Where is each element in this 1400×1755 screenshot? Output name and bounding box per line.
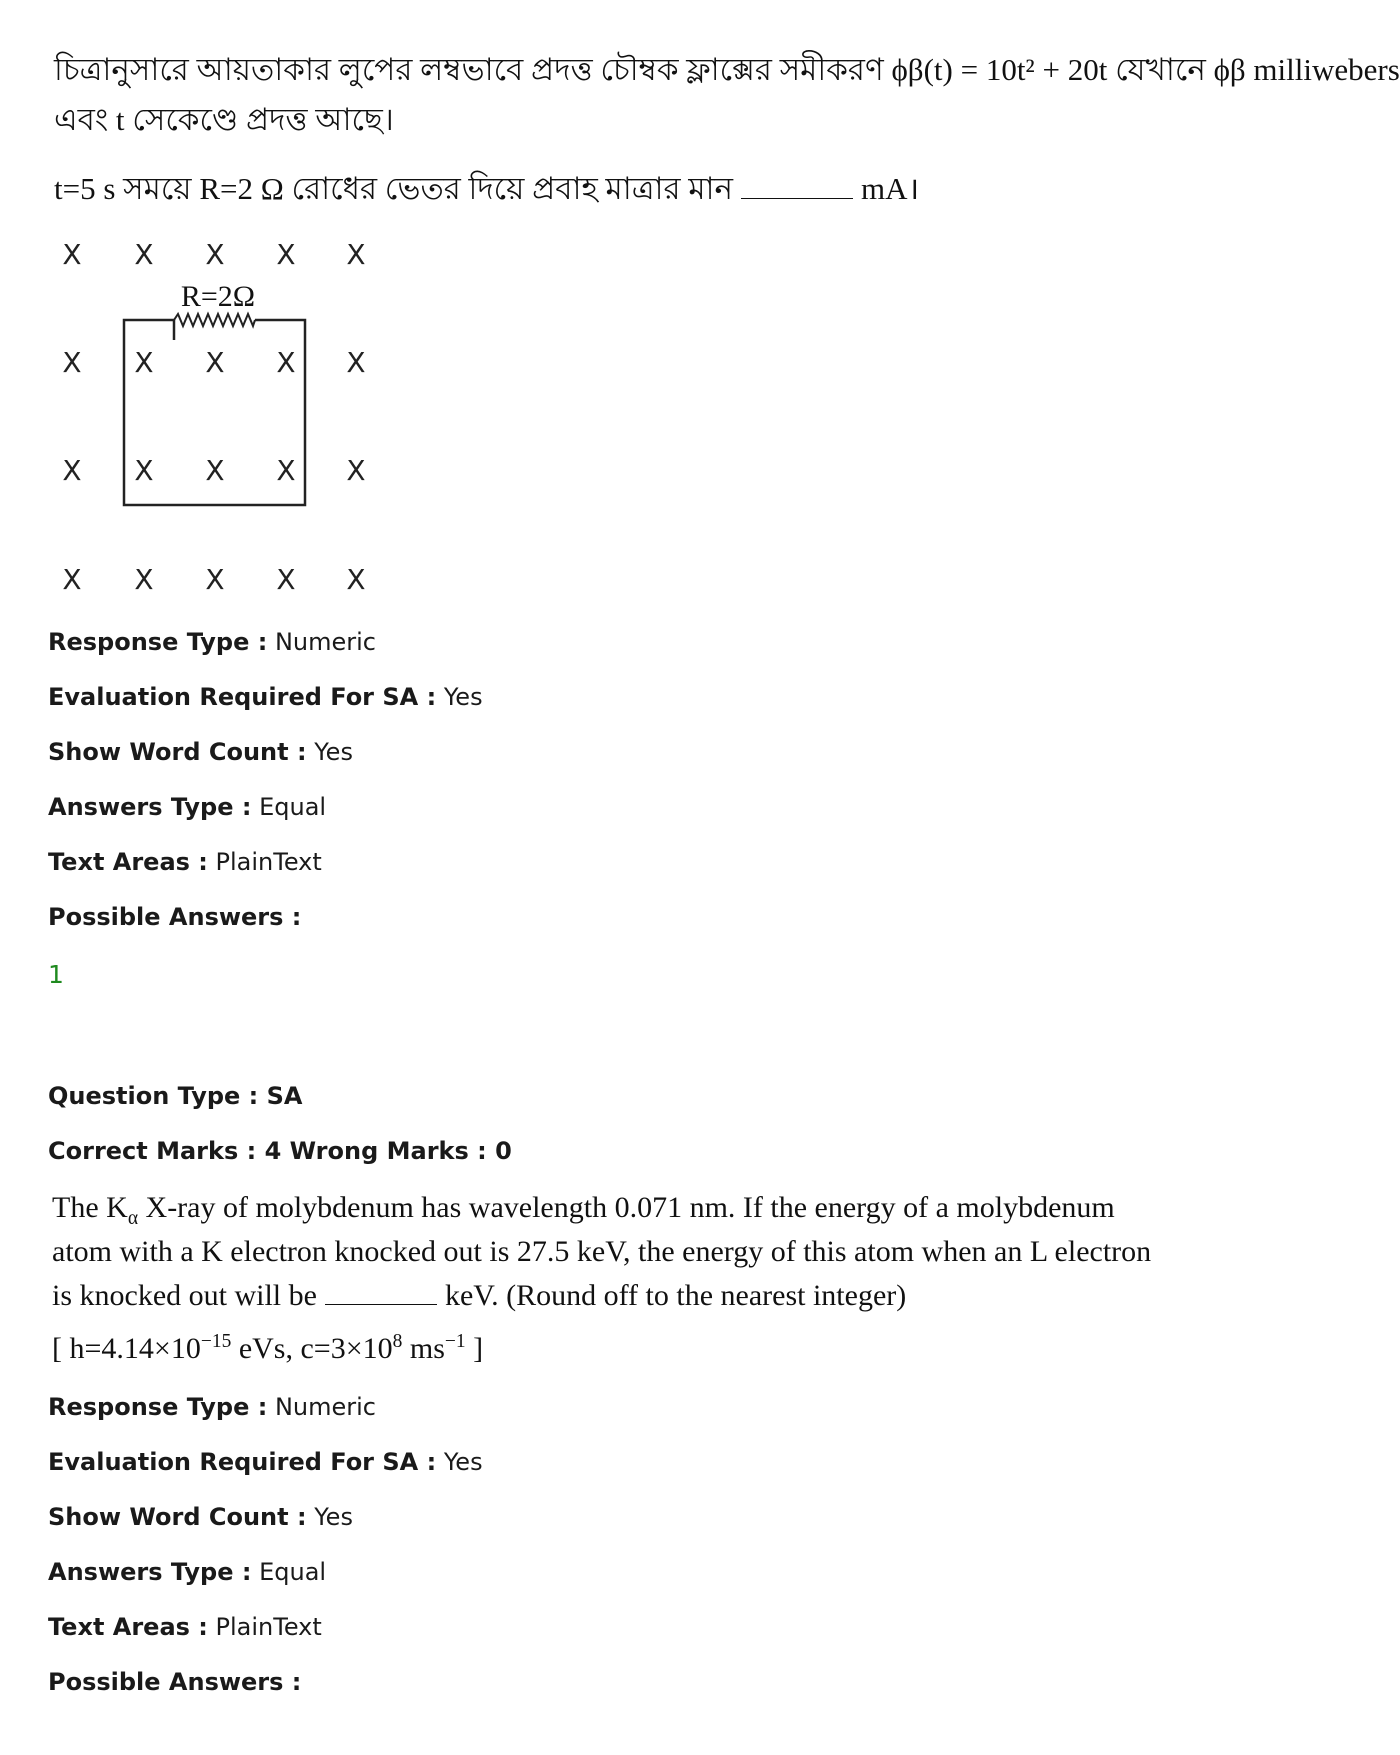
question2-line2: atom with a K electron knocked out is 27.5 keV, the energy of this atom when an L electron [52,1235,1152,1268]
answer-blank [741,176,853,199]
field-x: X [205,454,225,487]
word-count-row: Show Word Count : Yes [48,1503,353,1531]
question1-line3: t=5 s সময়ে R=2 Ω রোধের ভেতর দিয়ে প্রবাহ মাত্রার মান mA। [54,171,920,206]
field-x: X [276,563,296,596]
field-x: X [346,346,366,379]
field-x: X [134,238,154,271]
possible-answer-value: 1 [48,960,64,989]
field-x: X [62,563,82,596]
answers-type-row: Answers Type : Equal [48,793,327,821]
possible-answers-row: Possible Answers : [48,903,302,931]
resistor-label: R=2Ω [180,280,256,313]
field-x: X [346,454,366,487]
field-x: X [276,346,296,379]
marks-info: Correct Marks : 4 Wrong Marks : 0 [48,1137,512,1165]
question2-line1: The $K_\alpha$ X-ray of molybdenum has wavelength 0.071 nm. If the energy of a molybdenum [52,1191,1115,1229]
evaluation-row: Evaluation Required For SA : Yes [48,683,483,711]
question-type: Question Type : SA [48,1082,303,1110]
field-x: X [62,454,82,487]
field-x: X [62,238,82,271]
loop-figure [50,240,390,610]
text-areas-row: Text Areas : PlainText [48,848,322,876]
field-x: X [276,238,296,271]
text-areas-row: Text Areas : PlainText [48,1613,322,1641]
question1-line2: এবং t সেকেণ্ডে প্রদত্ত আছে। [54,102,394,137]
evaluation-row: Evaluation Required For SA : Yes [48,1448,483,1476]
field-x: X [346,238,366,271]
answers-type-row: Answers Type : Equal [48,1558,327,1586]
word-count-row: Show Word Count : Yes [48,738,353,766]
resistor-symbol [174,314,255,326]
answer-blank [325,1282,437,1305]
field-x: X [62,346,82,379]
question2-constants: [ $h=4.14\times 10^{-15}$ eVs, $c=3\times 10^8$ $ms^{-1}$ ] [52,1331,484,1365]
field-x: X [276,454,296,487]
question2-line3: is knocked out will be keV. (Round off to the nearest integer) [52,1279,907,1312]
possible-answers-row: Possible Answers : [48,1668,302,1696]
field-x: X [134,346,154,379]
phi-symbol: ϕβ [1213,52,1246,87]
question1-line1: চিত্রানুসারে আয়তাকার লুপের লম্বভাবে প্রদত্ত চৌম্বক ফ্লাক্সের সমীকরণ ϕβ(t) = 10t² + 20t যেখানে ϕβ milliwebers [54,52,1400,87]
field-x: X [134,563,154,596]
field-x: X [134,454,154,487]
field-x: X [205,238,225,271]
response-type-row: Response Type : Numeric [48,628,376,656]
field-x: X [205,563,225,596]
field-x: X [205,346,225,379]
flux-equation: ϕβ(t) = 10t² + 20t [891,52,1108,87]
field-x: X [346,563,366,596]
response-type-row: Response Type : Numeric [48,1393,376,1421]
